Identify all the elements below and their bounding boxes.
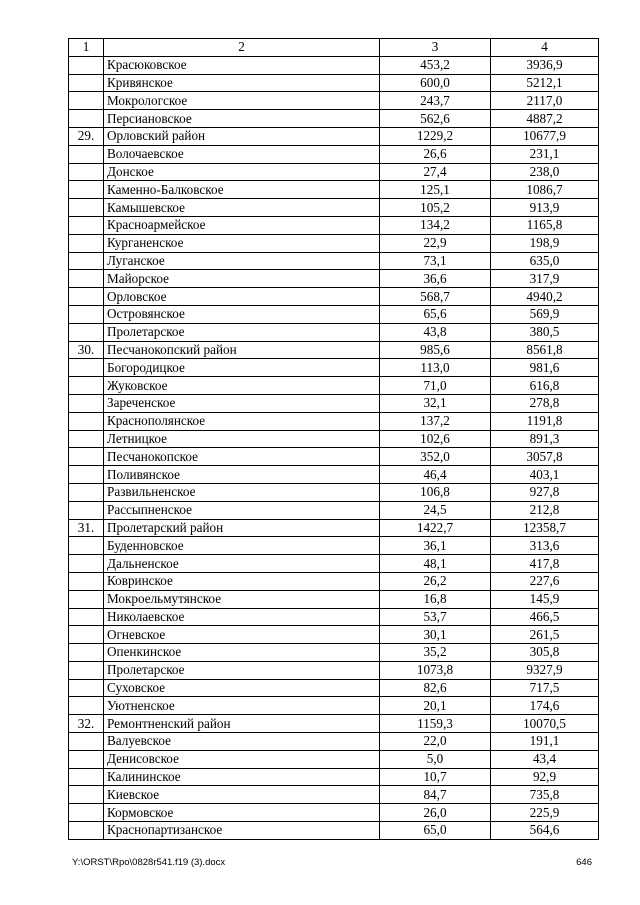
row-name: Мокроельмутянское (104, 590, 380, 608)
row-value-4: 227,6 (491, 572, 599, 590)
row-value-4: 981,6 (491, 359, 599, 377)
row-name: Калининское (104, 768, 380, 786)
row-value-3: 35,2 (380, 644, 491, 662)
row-index (69, 288, 104, 306)
row-value-4: 1165,8 (491, 216, 599, 234)
row-value-4: 466,5 (491, 608, 599, 626)
table-row (69, 590, 599, 608)
table-row (69, 270, 599, 288)
table-row (69, 768, 599, 786)
row-value-4: 616,8 (491, 377, 599, 395)
row-index (69, 483, 104, 501)
table-row (69, 163, 599, 181)
row-value-4: 92,9 (491, 768, 599, 786)
row-name: Ремонтненский район (104, 715, 380, 733)
table-row (69, 359, 599, 377)
row-index (69, 608, 104, 626)
row-index (69, 448, 104, 466)
row-name: Опенкинское (104, 644, 380, 662)
row-name: Валуевское (104, 733, 380, 751)
table-header-row (69, 39, 599, 57)
row-name: Красноармейское (104, 216, 380, 234)
row-name: Курганенское (104, 234, 380, 252)
row-index (69, 394, 104, 412)
table-row (69, 305, 599, 323)
table-row (69, 626, 599, 644)
row-index (69, 644, 104, 662)
row-value-3: 27,4 (380, 163, 491, 181)
row-value-3: 985,6 (380, 341, 491, 359)
table-row (69, 679, 599, 697)
row-index: 31. (69, 519, 104, 537)
table-row (69, 377, 599, 395)
row-value-3: 26,6 (380, 145, 491, 163)
row-value-3: 65,6 (380, 305, 491, 323)
row-name: Островянское (104, 305, 380, 323)
row-name: Краснополянское (104, 412, 380, 430)
row-value-4: 635,0 (491, 252, 599, 270)
table-row (69, 572, 599, 590)
row-value-3: 134,2 (380, 216, 491, 234)
row-index (69, 412, 104, 430)
row-value-4: 305,8 (491, 644, 599, 662)
row-name: Мокрологское (104, 92, 380, 110)
row-name: Богородицкое (104, 359, 380, 377)
row-value-3: 5,0 (380, 750, 491, 768)
table-row (69, 733, 599, 751)
row-value-4: 261,5 (491, 626, 599, 644)
row-index (69, 74, 104, 92)
table-row (69, 234, 599, 252)
row-index (69, 359, 104, 377)
row-name: Песчанокопский район (104, 341, 380, 359)
row-index (69, 181, 104, 199)
table-row (69, 216, 599, 234)
row-index (69, 163, 104, 181)
row-value-3: 568,7 (380, 288, 491, 306)
row-index (69, 270, 104, 288)
row-value-4: 1086,7 (491, 181, 599, 199)
row-name: Пролетарское (104, 661, 380, 679)
row-value-3: 32,1 (380, 394, 491, 412)
table-row (69, 92, 599, 110)
row-index (69, 804, 104, 822)
row-value-3: 1229,2 (380, 127, 491, 145)
row-value-3: 36,6 (380, 270, 491, 288)
row-name: Жуковское (104, 377, 380, 395)
row-name: Киевское (104, 786, 380, 804)
row-name: Волочаевское (104, 145, 380, 163)
row-index (69, 110, 104, 128)
table-row (69, 804, 599, 822)
table-row (69, 786, 599, 804)
row-name: Персиановское (104, 110, 380, 128)
row-value-4: 2117,0 (491, 92, 599, 110)
row-value-4: 174,6 (491, 697, 599, 715)
row-value-3: 102,6 (380, 430, 491, 448)
row-name: Огневское (104, 626, 380, 644)
table-row (69, 466, 599, 484)
row-index (69, 323, 104, 341)
row-value-3: 453,2 (380, 56, 491, 74)
table-row (69, 430, 599, 448)
row-index: 30. (69, 341, 104, 359)
row-value-3: 562,6 (380, 110, 491, 128)
row-value-3: 48,1 (380, 555, 491, 573)
row-index (69, 252, 104, 270)
row-value-3: 65,0 (380, 822, 491, 840)
row-value-3: 1073,8 (380, 661, 491, 679)
table-row (69, 537, 599, 555)
table-row (69, 394, 599, 412)
row-value-3: 10,7 (380, 768, 491, 786)
row-value-4: 403,1 (491, 466, 599, 484)
row-index (69, 145, 104, 163)
row-name: Денисовское (104, 750, 380, 768)
table-row (69, 145, 599, 163)
row-name: Пролетарский район (104, 519, 380, 537)
row-value-4: 198,9 (491, 234, 599, 252)
row-value-4: 569,9 (491, 305, 599, 323)
row-value-3: 105,2 (380, 199, 491, 217)
row-value-3: 1159,3 (380, 715, 491, 733)
table-row (69, 412, 599, 430)
row-name: Орловское (104, 288, 380, 306)
table-row (69, 483, 599, 501)
row-name: Луганское (104, 252, 380, 270)
row-name: Каменно-Балковское (104, 181, 380, 199)
row-value-4: 9327,9 (491, 661, 599, 679)
row-name: Летницкое (104, 430, 380, 448)
table-row (69, 822, 599, 840)
row-name: Кормовское (104, 804, 380, 822)
row-value-4: 380,5 (491, 323, 599, 341)
row-index (69, 377, 104, 395)
row-index (69, 661, 104, 679)
table-row (69, 127, 599, 145)
row-name: Дальненское (104, 555, 380, 573)
row-index (69, 56, 104, 74)
row-index (69, 537, 104, 555)
row-index (69, 626, 104, 644)
row-value-4: 1191,8 (491, 412, 599, 430)
row-name: Краснопартизанское (104, 822, 380, 840)
table-row (69, 661, 599, 679)
header-col-2: 2 (104, 39, 380, 57)
row-value-4: 8561,8 (491, 341, 599, 359)
table-row (69, 608, 599, 626)
row-value-3: 113,0 (380, 359, 491, 377)
row-value-4: 231,1 (491, 145, 599, 163)
file-path: Y:\ORST\Rpo\0828r541.f19 (3).docx (72, 857, 226, 868)
row-index (69, 572, 104, 590)
table-row (69, 644, 599, 662)
row-name: Развильненское (104, 483, 380, 501)
row-name: Донское (104, 163, 380, 181)
row-name: Камышевское (104, 199, 380, 217)
table-row (69, 341, 599, 359)
row-value-3: 84,7 (380, 786, 491, 804)
row-index (69, 750, 104, 768)
row-value-3: 352,0 (380, 448, 491, 466)
row-index (69, 786, 104, 804)
row-name: Уютненское (104, 697, 380, 715)
row-name: Рассыпненское (104, 501, 380, 519)
row-value-4: 4940,2 (491, 288, 599, 306)
row-index (69, 199, 104, 217)
row-index (69, 679, 104, 697)
row-index: 29. (69, 127, 104, 145)
row-value-4: 43,4 (491, 750, 599, 768)
row-value-4: 717,5 (491, 679, 599, 697)
row-name: Ковринское (104, 572, 380, 590)
budget-table (68, 38, 599, 840)
header-col-1: 1 (69, 39, 104, 57)
row-value-3: 22,0 (380, 733, 491, 751)
row-value-3: 82,6 (380, 679, 491, 697)
row-value-3: 30,1 (380, 626, 491, 644)
row-value-3: 46,4 (380, 466, 491, 484)
row-value-4: 12358,7 (491, 519, 599, 537)
table-row (69, 501, 599, 519)
row-name: Орловский район (104, 127, 380, 145)
table-row (69, 199, 599, 217)
page-number: 646 (576, 857, 592, 868)
row-value-4: 278,8 (491, 394, 599, 412)
row-name: Красюковское (104, 56, 380, 74)
row-value-3: 26,0 (380, 804, 491, 822)
row-index (69, 216, 104, 234)
row-index (69, 430, 104, 448)
table-row (69, 697, 599, 715)
row-value-3: 243,7 (380, 92, 491, 110)
row-value-3: 125,1 (380, 181, 491, 199)
row-value-4: 913,9 (491, 199, 599, 217)
row-index (69, 305, 104, 323)
row-index (69, 501, 104, 519)
row-index (69, 768, 104, 786)
row-name: Пролетарское (104, 323, 380, 341)
table-row (69, 74, 599, 92)
row-value-3: 26,2 (380, 572, 491, 590)
row-name: Поливянское (104, 466, 380, 484)
row-value-4: 564,6 (491, 822, 599, 840)
row-value-4: 212,8 (491, 501, 599, 519)
row-value-4: 191,1 (491, 733, 599, 751)
row-value-4: 3936,9 (491, 56, 599, 74)
row-name: Николаевское (104, 608, 380, 626)
row-value-4: 10070,5 (491, 715, 599, 733)
row-value-4: 238,0 (491, 163, 599, 181)
row-value-4: 735,8 (491, 786, 599, 804)
row-value-3: 137,2 (380, 412, 491, 430)
row-value-3: 106,8 (380, 483, 491, 501)
row-value-3: 22,9 (380, 234, 491, 252)
row-value-3: 24,5 (380, 501, 491, 519)
row-index: 32. (69, 715, 104, 733)
row-index (69, 92, 104, 110)
row-value-3: 73,1 (380, 252, 491, 270)
row-value-3: 43,8 (380, 323, 491, 341)
row-value-3: 1422,7 (380, 519, 491, 537)
table-row (69, 110, 599, 128)
row-name: Зареченское (104, 394, 380, 412)
table-row (69, 448, 599, 466)
row-value-4: 317,9 (491, 270, 599, 288)
table-row (69, 323, 599, 341)
row-value-3: 20,1 (380, 697, 491, 715)
table-row (69, 750, 599, 768)
row-index (69, 697, 104, 715)
row-value-4: 3057,8 (491, 448, 599, 466)
table-row (69, 715, 599, 733)
row-value-3: 16,8 (380, 590, 491, 608)
row-index (69, 466, 104, 484)
row-value-4: 5212,1 (491, 74, 599, 92)
row-index (69, 234, 104, 252)
row-value-4: 891,3 (491, 430, 599, 448)
header-col-4: 4 (491, 39, 599, 57)
row-name: Песчанокопское (104, 448, 380, 466)
row-index (69, 555, 104, 573)
row-value-4: 313,6 (491, 537, 599, 555)
row-value-3: 53,7 (380, 608, 491, 626)
row-name: Кривянское (104, 74, 380, 92)
table-row (69, 555, 599, 573)
row-value-3: 71,0 (380, 377, 491, 395)
row-value-4: 145,9 (491, 590, 599, 608)
table-row (69, 56, 599, 74)
row-name: Майорское (104, 270, 380, 288)
table-row (69, 252, 599, 270)
row-value-4: 417,8 (491, 555, 599, 573)
row-value-4: 10677,9 (491, 127, 599, 145)
row-value-3: 36,1 (380, 537, 491, 555)
row-value-4: 225,9 (491, 804, 599, 822)
row-value-3: 600,0 (380, 74, 491, 92)
table-row (69, 288, 599, 306)
row-value-4: 4887,2 (491, 110, 599, 128)
header-col-3: 3 (380, 39, 491, 57)
row-index (69, 733, 104, 751)
row-name: Суховское (104, 679, 380, 697)
table-row (69, 519, 599, 537)
table-row (69, 181, 599, 199)
row-index (69, 590, 104, 608)
row-value-4: 927,8 (491, 483, 599, 501)
row-index (69, 822, 104, 840)
row-name: Буденновское (104, 537, 380, 555)
